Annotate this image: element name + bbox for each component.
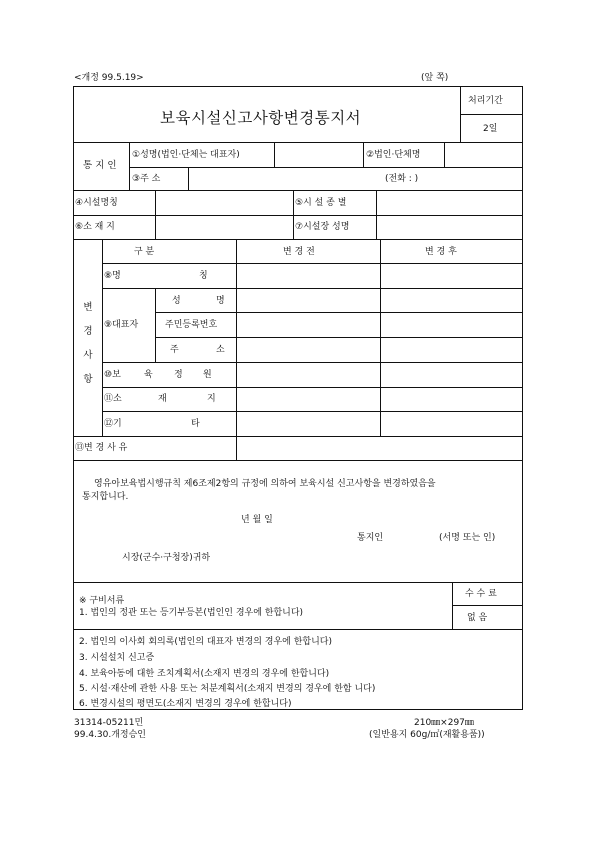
notifier-name-label: ①성명(법인·단체는 대표자) <box>132 150 240 160</box>
signature-note: (서명 또는 인) <box>439 533 496 543</box>
row-capacity-label-3: 정 <box>174 370 183 380</box>
page-side-note: (앞 쪽) <box>421 73 449 83</box>
col-header-after: 변 경 후 <box>425 247 457 257</box>
fee-label: 수 수 료 <box>465 589 497 599</box>
rep-address-label-1: 주 <box>170 345 179 355</box>
row-name-label: ⑧명 <box>104 271 121 281</box>
change-reason-label: ⑬변 경 사 유 <box>75 443 128 453</box>
document-item: 3. 시설설치 신고증 <box>79 653 155 663</box>
revision-note: <개정 99.5.19> <box>74 73 144 83</box>
documents-heading: ※ 구비서류 <box>79 596 125 606</box>
row-name-label-2: 칭 <box>199 271 208 281</box>
rep-name-label-2: 명 <box>216 296 225 306</box>
row-location-label-2: 재 <box>158 394 167 404</box>
document-item: 2. 법인의 이사회 회의록(법인의 대표자 변경의 경우에 한합니다) <box>79 637 332 647</box>
rep-id-label: 주민등록번호 <box>165 320 218 330</box>
notifier-signature-label: 통지인 <box>357 533 384 543</box>
approval-note: 99.4.30.개정승인 <box>74 730 146 740</box>
facility-type-label: ⑤시 설 종 별 <box>295 198 347 208</box>
paper-size: 210㎜×297㎜ <box>414 718 474 728</box>
statement-line-1: 영유아보육법시행규칙 제6조제2항의 규정에 의하여 보육시설 신고사항을 변경하였음을 <box>94 479 436 489</box>
col-header-item: 구 분 <box>134 247 155 257</box>
processing-period-label: 처리기간 <box>468 96 503 106</box>
rep-address-label-2: 소 <box>216 345 225 355</box>
row-location-label-1: ⑪소 <box>104 394 122 404</box>
row-capacity-label-1: ⑩보 <box>104 370 121 380</box>
row-location-label-3: 지 <box>207 394 216 404</box>
row-representative-label: ⑨대표자 <box>104 320 139 330</box>
rep-name-label-1: 성 <box>172 296 181 306</box>
facility-location-label: ⑥소 재 지 <box>75 222 115 232</box>
row-capacity-label-2: 육 <box>144 370 153 380</box>
facility-head-label: ⑦시설장 성명 <box>295 222 350 232</box>
document-item: 4. 보육아동에 대한 조치계획서(소재지 변경의 경우에 한합니다) <box>79 669 330 679</box>
fee-value: 없 음 <box>467 613 488 623</box>
row-capacity-label-4: 원 <box>203 370 212 380</box>
notifier-address-label: ③주 소 <box>132 174 161 184</box>
phone-label: (전화 : ) <box>385 174 419 184</box>
changes-section-label: 변 경 사 항 <box>83 302 93 385</box>
document-item: 5. 시설·재산에 관한 사용 또는 처분계획서(소재지 변경의 경우에 한함 니다) <box>79 684 376 694</box>
corporation-name-label: ②법인·단체명 <box>366 150 421 160</box>
notifier-label: 통 지 인 <box>83 160 117 171</box>
paper-type: (일반용지 60g/㎡(재활용품)) <box>369 730 485 740</box>
row-other-label-2: 타 <box>191 419 200 429</box>
document-item: 6. 변경시설의 평면도(소재지 변경의 경우에 한합니다) <box>79 699 292 709</box>
form-title: 보육시설신고사항변경통지서 <box>160 109 362 127</box>
facility-name-label: ④시설명칭 <box>75 198 118 208</box>
statement-line-2: 통지합니다. <box>82 492 129 502</box>
addressee: 시장(군수·구청장)귀하 <box>122 553 211 563</box>
col-header-before: 변 경 전 <box>283 247 315 257</box>
processing-period-value: 2일 <box>483 124 498 134</box>
statement-date: 년 월 일 <box>241 515 273 525</box>
form-code: 31314-05211민 <box>74 718 144 728</box>
document-item: 1. 법인의 정관 또는 등기부등본(법인인 경우에 한합니다) <box>79 608 304 618</box>
row-other-label-1: ⑫기 <box>104 419 122 429</box>
